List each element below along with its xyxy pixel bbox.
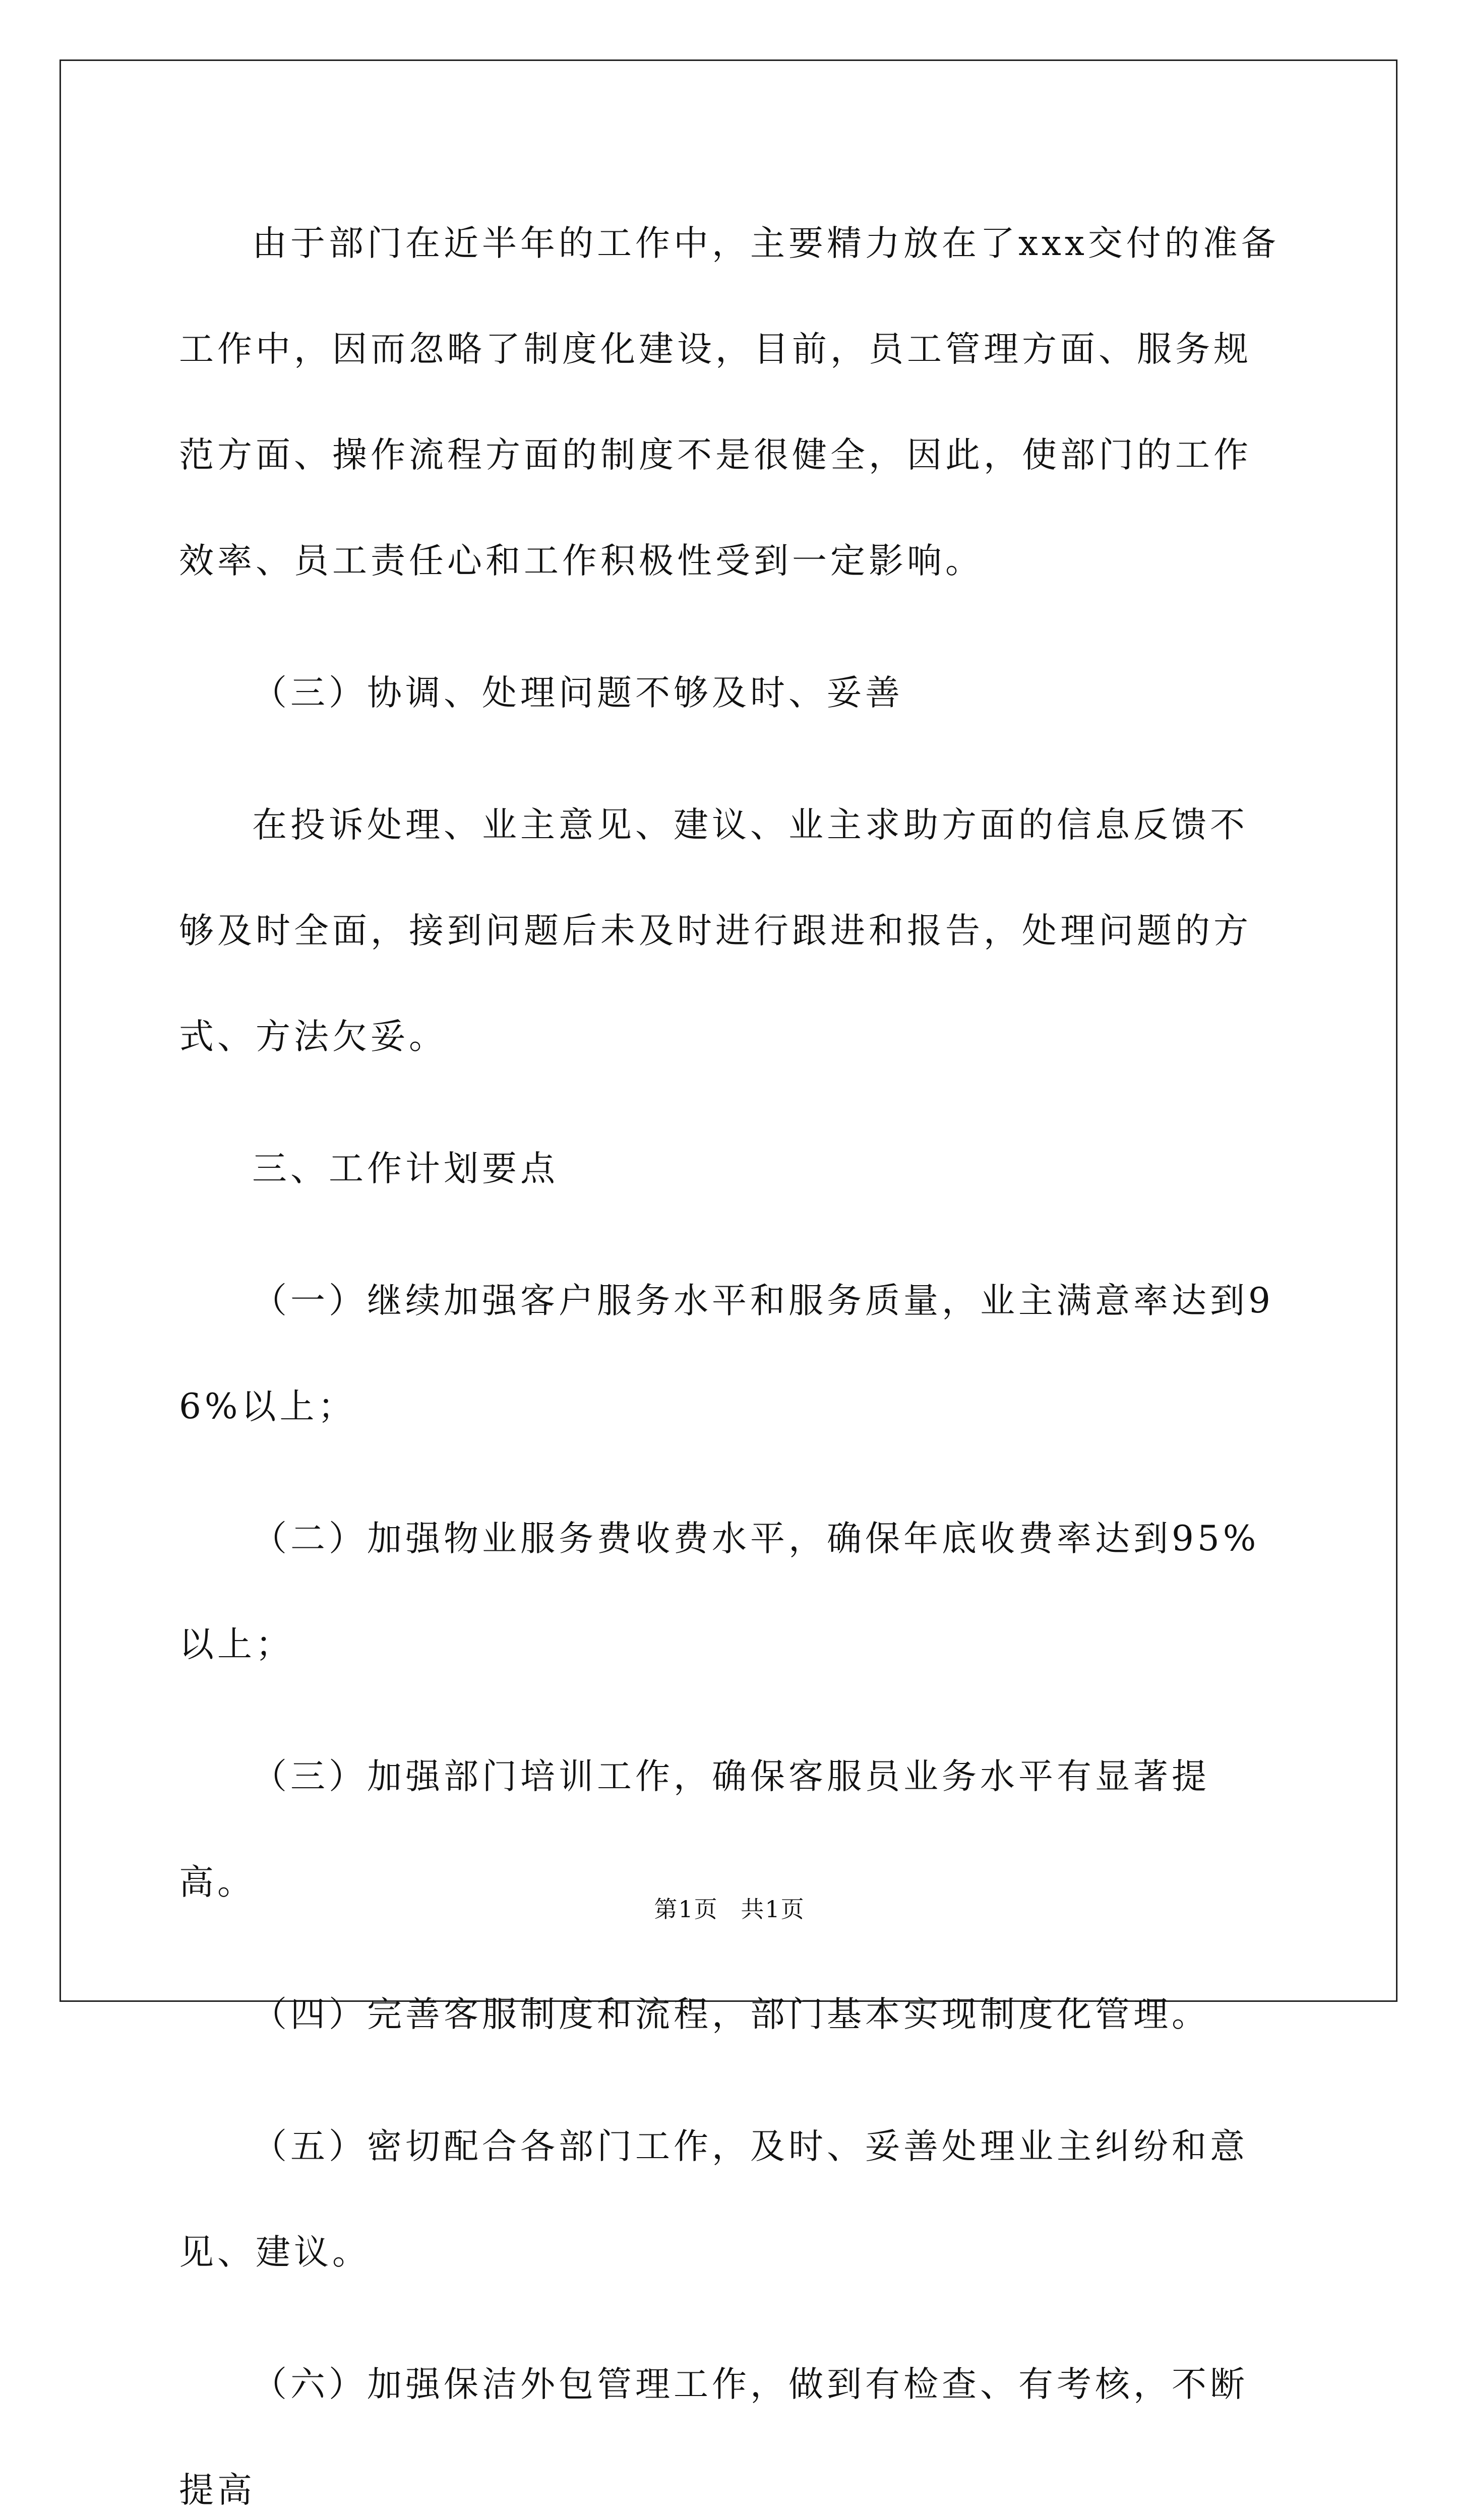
list-item: （一）继续加强客户服务水平和服务质量，业主满意率达到96%以上； [179, 1281, 1274, 1427]
page-footer [0, 1891, 1459, 1924]
section-heading: 三、工作计划要点 [252, 1149, 559, 1189]
list-item: （四）完善客服制度和流程，部门基本实现制度化管理。 [252, 1994, 1210, 2035]
page-number: 第1页 [654, 1896, 718, 1923]
document-body [179, 191, 1286, 2520]
list-item: （六）加强保洁外包管理工作，做到有检查、有考核，不断提高 [179, 2364, 1248, 2510]
list-item: （三）加强部门培训工作，确保客服员业务水平有显著提高。 [179, 1756, 1210, 1903]
list-item: （二）加强物业服务费收费水平，确保年底收费率达到95%以上； [179, 1519, 1260, 1665]
page-total: 共1页 [741, 1896, 805, 1923]
section-heading: （三）协调、处理问题不够及时、妥善 [252, 673, 903, 713]
paragraph: 由于部门在近半年的工作中，主要精力放在了xxx交付的准备工作中，因而忽略了制度化建设，目前，员工管理方面、服务规范方面、操作流程方面的制度不是很健全，因此，使部门的工作效率、员工责任心和工作积极性受到一定影响。 [179, 223, 1280, 581]
paragraph: 在投诉处理、业主意见、建议、业主求助方面的信息反馈不够及时全面，接到问题后未及时进行跟进和报告，处理问题的方式、方法欠妥。 [179, 805, 1252, 1057]
list-item: （五）密切配合各部门工作，及时、妥善处理业主纠纷和意见、建议。 [179, 2126, 1248, 2273]
